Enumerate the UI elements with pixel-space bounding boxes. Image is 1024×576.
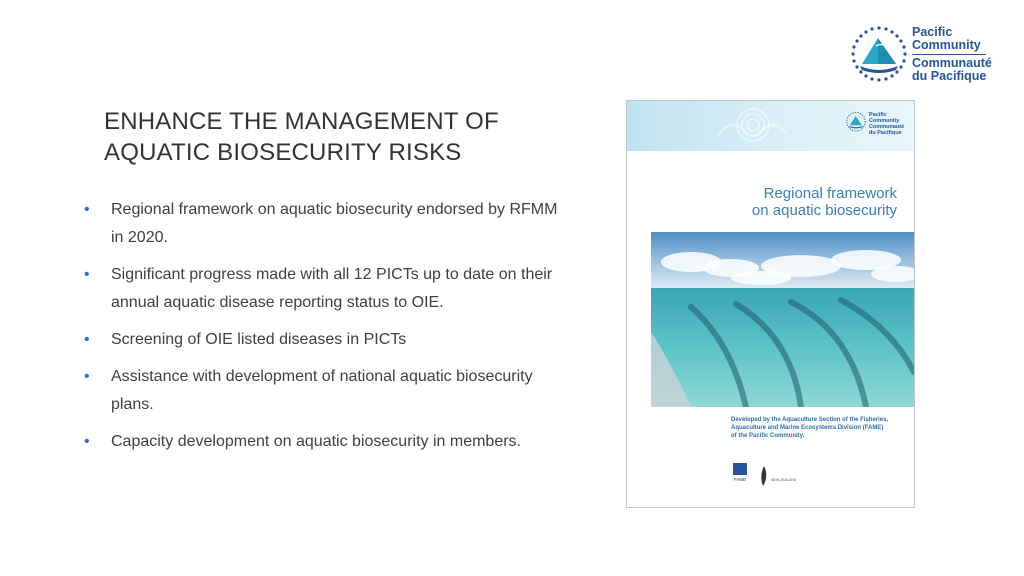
bullet-text: plans.	[111, 396, 154, 413]
cover-credit-line: of the Pacific Community.	[731, 433, 805, 439]
cover-logo-line: Community	[869, 118, 900, 124]
cover-emblem-icon	[845, 111, 867, 133]
cover-logo-line: Communauté	[869, 124, 905, 130]
pacific-community-emblem-icon	[848, 24, 910, 86]
bullet-text: Capacity development on aquatic biosecurity in members.	[111, 433, 521, 450]
fern-icon	[757, 464, 771, 488]
logo-line-pacific: Pacific	[912, 25, 953, 39]
bullet-icon: •	[84, 331, 90, 348]
bullet-text: Significant progress made with all 12 PICTs up to date on their	[111, 266, 553, 283]
cover-credit-line: Developed by the Aquaculture Section of the Fisheries,	[731, 417, 889, 423]
cover-credit-text	[731, 416, 911, 440]
cover-credit-line: Aquaculture and Marine Ecosystems Division (FAME)	[731, 425, 884, 431]
bullet-text: annual aquatic disease reporting status to OIE.	[111, 294, 444, 311]
bullet-text: Regional framework on aquatic biosecurity endorsed by RFMM	[111, 201, 558, 218]
bullet-list	[84, 196, 614, 465]
new-zealand-label: NEW ZEALAND	[771, 478, 797, 482]
logo-divider	[912, 54, 986, 55]
cover-logo-line: du Pacifique	[869, 130, 902, 136]
slide-title-line-2: AQUATIC BIOSECURITY RISKS	[104, 139, 462, 166]
cover-title-line-2: on aquatic biosecurity	[751, 202, 897, 219]
bullet-icon: •	[84, 266, 90, 283]
bullet-text: Assistance with development of national aquatic biosecurity	[111, 368, 533, 385]
logo-wordmark	[912, 26, 994, 83]
cover-logo-text	[869, 112, 904, 136]
cover-logo-line: Pacific	[869, 112, 887, 118]
slide-title-line-1: ENHANCE THE MANAGEMENT OF	[104, 108, 499, 135]
logo-line-communaute: Communauté	[912, 56, 992, 70]
bullet-text: in 2020.	[111, 229, 168, 246]
fame-logo-square	[733, 463, 747, 475]
slide-title	[104, 106, 584, 168]
bullet-icon: •	[84, 433, 90, 450]
cover-pacific-community-logo	[845, 111, 909, 141]
bullet-item	[84, 196, 614, 252]
lagoon-photo	[651, 232, 914, 407]
cover-swirl-pattern-icon	[713, 105, 793, 145]
logo-line-community: Community	[912, 38, 981, 52]
logo-line-du-pacifique: du Pacifique	[912, 69, 987, 83]
fame-logo-label: FAME	[733, 477, 747, 482]
fame-logo	[731, 463, 749, 493]
bullet-item	[84, 363, 614, 419]
cover-title-line-1: Regional framework	[763, 185, 897, 202]
bullet-icon: •	[84, 201, 90, 218]
bullet-item	[84, 326, 614, 354]
bullet-icon: •	[84, 368, 90, 385]
new-zealand-logo	[757, 464, 817, 492]
bullet-item	[84, 428, 614, 456]
bullet-item	[84, 261, 614, 317]
bullet-text: Screening of OIE listed diseases in PICTs	[111, 331, 407, 348]
pacific-community-logo	[848, 24, 998, 86]
cover-title	[697, 185, 897, 219]
document-cover-image	[626, 100, 915, 508]
